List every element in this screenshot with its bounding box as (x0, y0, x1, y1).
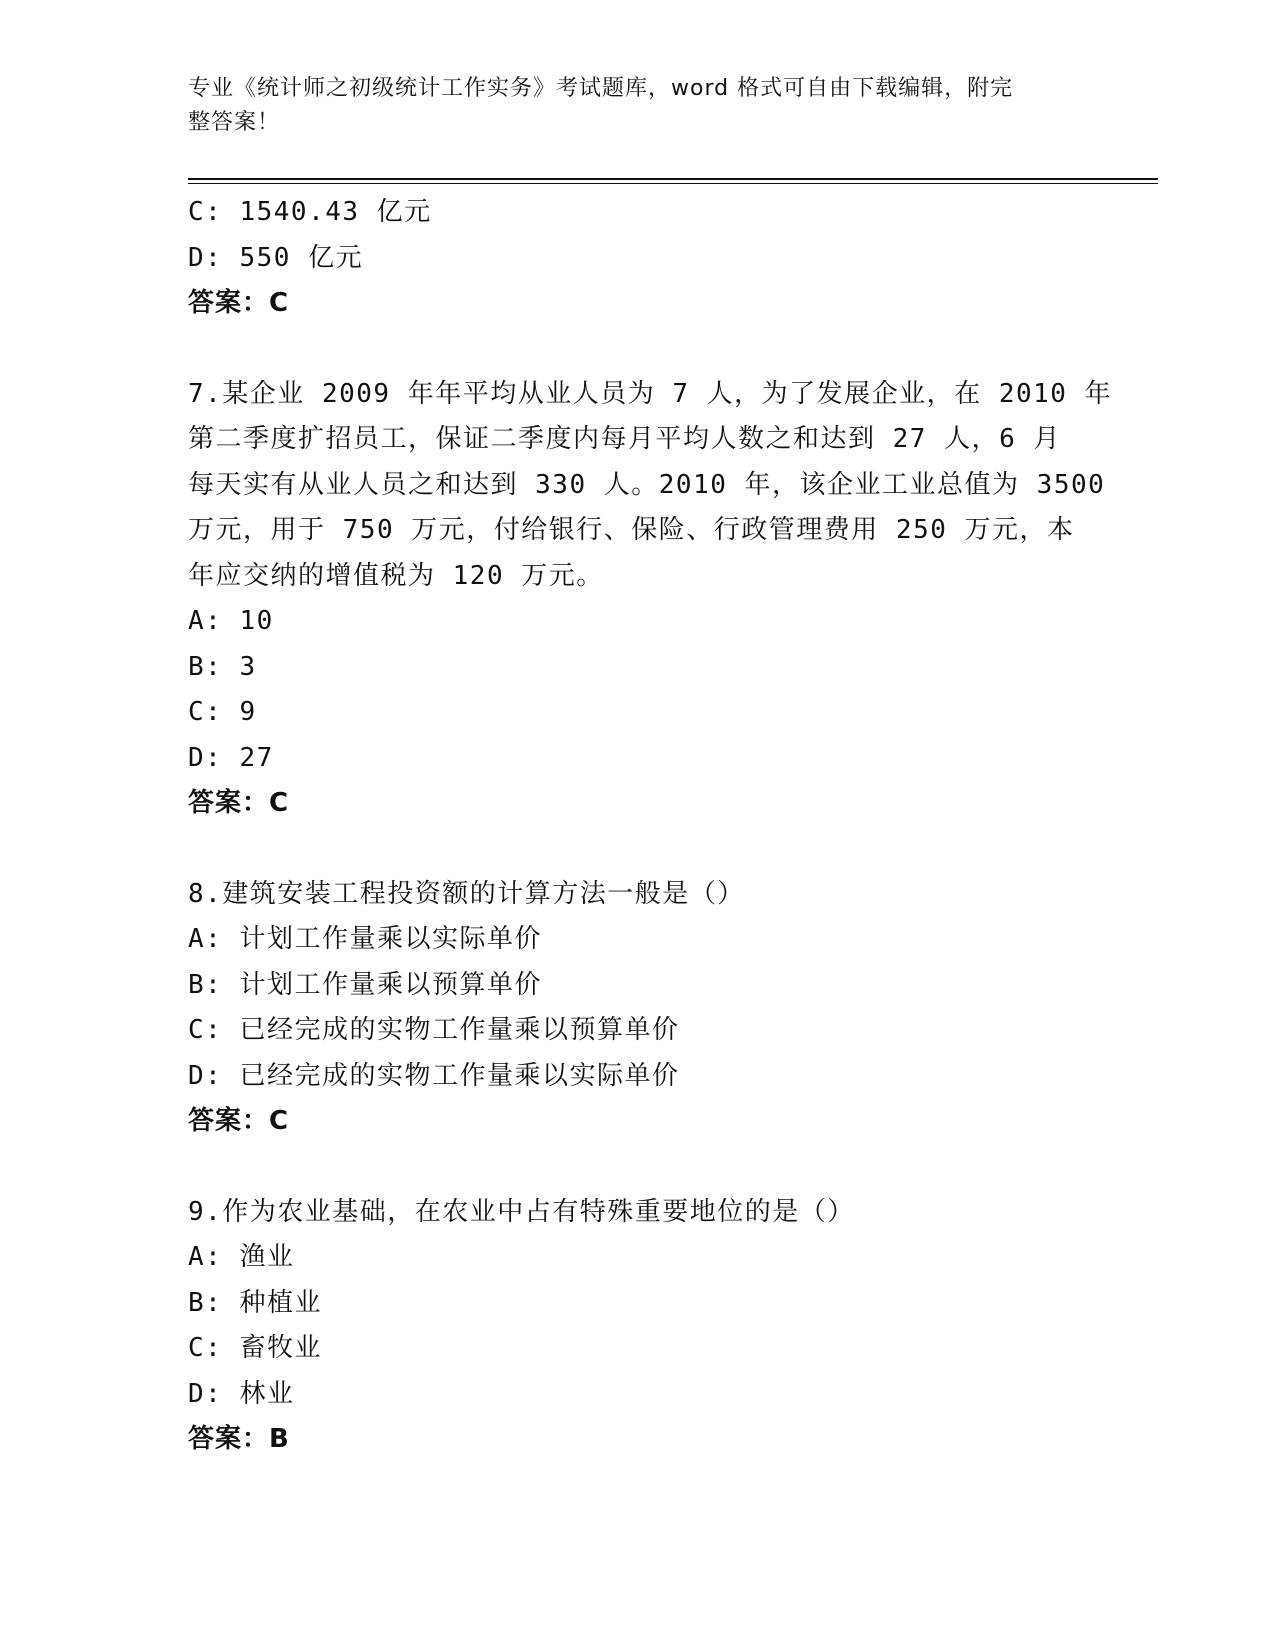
option-a: A: 渔业 (188, 1242, 295, 1272)
option-d: D: 林业 (188, 1378, 295, 1409)
answer: 答案：C (188, 1106, 290, 1136)
option-c: C: 1540.43 亿元 (188, 197, 432, 227)
question-9 (188, 1190, 1088, 1463)
answer: 答案：C (188, 288, 290, 318)
spacer (188, 1145, 1088, 1190)
option-c: C: 畜牧业 (188, 1333, 322, 1363)
option-b: B: 计划工作量乘以预算单价 (188, 969, 542, 1000)
question-7 (188, 372, 1113, 827)
question-stem-line: 第二季度扩招员工，保证二季度内每月平均人数之和达到 27 人，6 月 (188, 424, 1061, 454)
question-stem-line: 年应交纳的增值税为 120 万元。 (188, 560, 604, 591)
option-d: D: 550 亿元 (188, 242, 364, 273)
question-stem-line: 万元，用于 750 万元，付给银行、保险、行政管理费用 250 万元，本 (188, 515, 1075, 545)
option-b: B: 3 (188, 651, 257, 682)
spacer (188, 327, 1088, 372)
question-stem-line: 每天实有从业人员之和达到 330 人。2010 年，该企业工业总值为 3500 (188, 469, 1106, 500)
question-stem: 9.作为农业基础，在农业中占有特殊重要地位的是（） (188, 1196, 855, 1227)
question-8 (188, 872, 1088, 1145)
option-b: B: 种植业 (188, 1287, 322, 1318)
question-6-tail (188, 190, 1088, 327)
option-d: D: 已经完成的实物工作量乘以实际单价 (188, 1060, 680, 1091)
header-line-2: 整答案！ (188, 110, 281, 135)
option-c: C: 已经完成的实物工作量乘以预算单价 (188, 1015, 680, 1045)
spacer (188, 827, 1088, 872)
header-line-1: 专业《统计师之初级统计工作实务》考试题库，word 格式可自由下载编辑，附完 (188, 76, 1014, 101)
question-stem-line: 7.某企业 2009 年年平均从业人员为 7 人，为了发展企业，在 2010 年 (188, 378, 1113, 409)
document-header (188, 72, 1088, 140)
answer: 答案：C (188, 788, 290, 818)
option-c: C: 9 (188, 697, 257, 727)
header-divider-thick (188, 178, 1158, 180)
header-divider-thin (188, 183, 1158, 184)
answer: 答案：B (188, 1424, 290, 1454)
option-a: A: 计划工作量乘以实际单价 (188, 924, 542, 954)
option-d: D: 27 (188, 742, 274, 773)
question-stem: 8.建筑安装工程投资额的计算方法一般是（） (188, 878, 745, 909)
option-a: A: 10 (188, 606, 274, 636)
question-content (188, 190, 1113, 1463)
